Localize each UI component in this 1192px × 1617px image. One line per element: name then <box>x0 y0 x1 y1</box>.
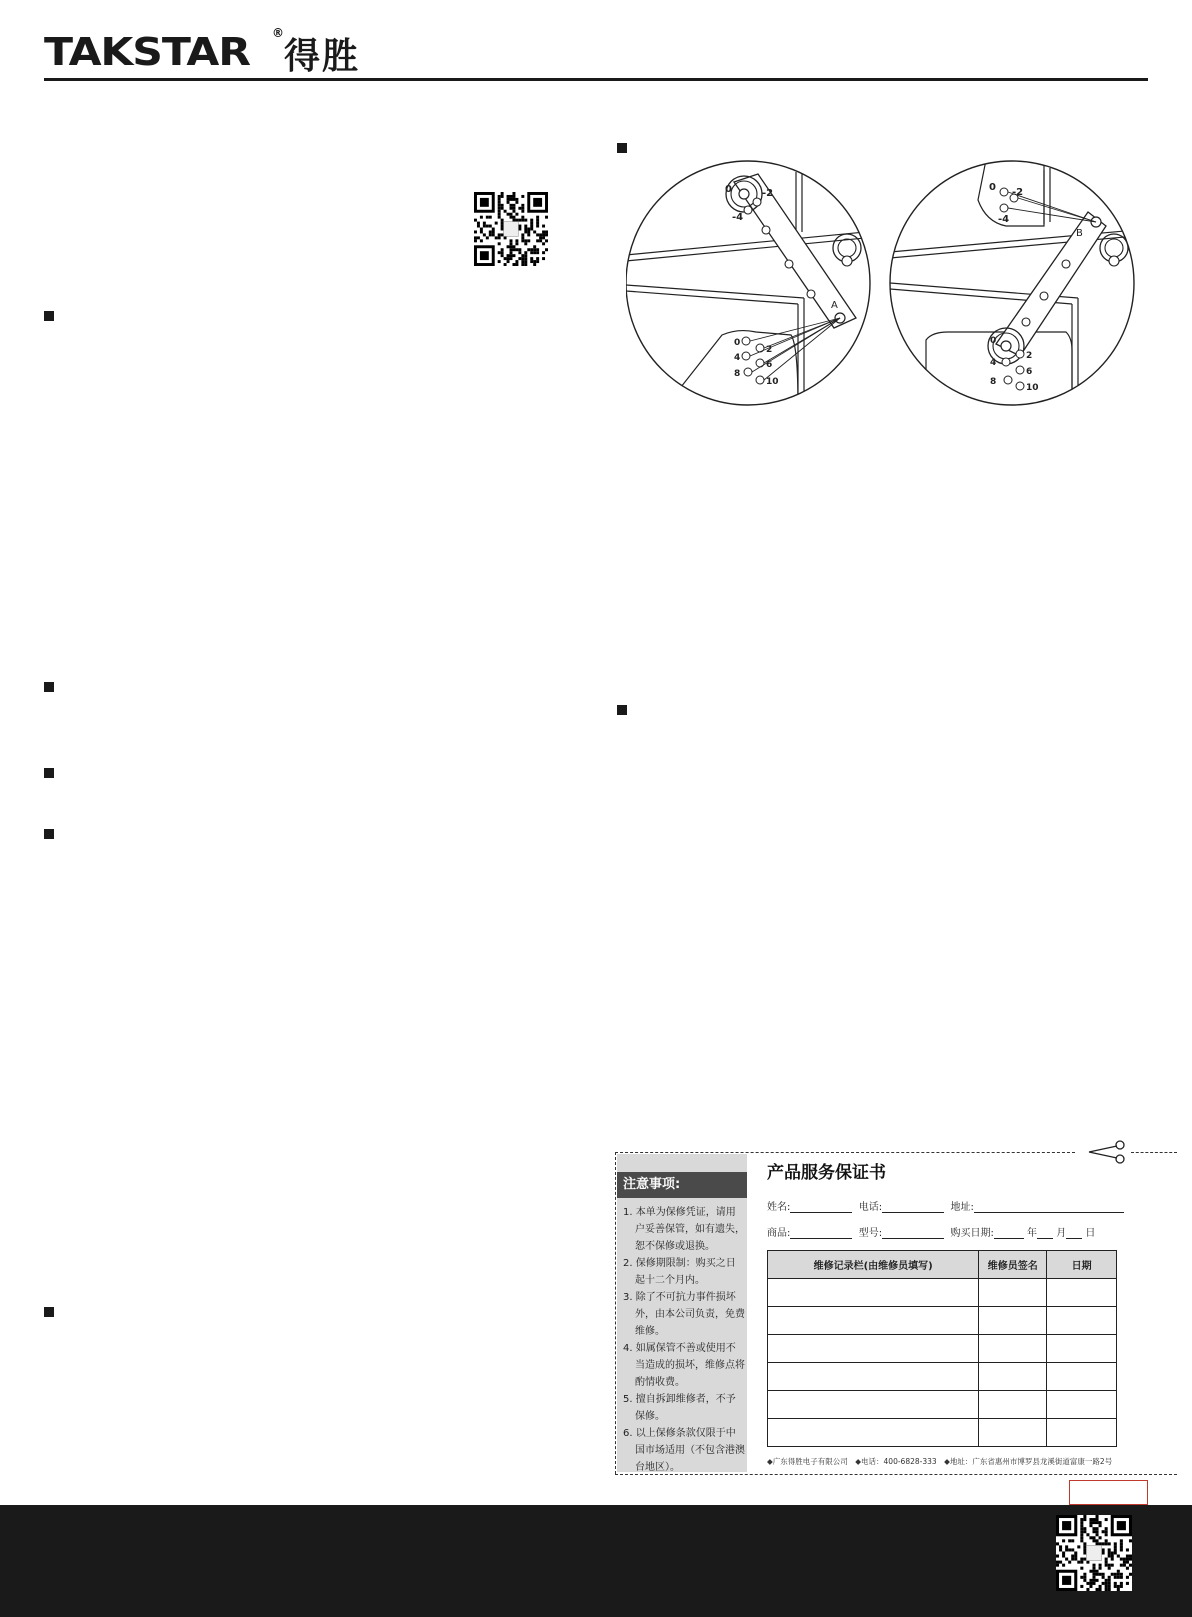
hole-label: 0 <box>990 336 997 346</box>
hole-label: 6 <box>1026 367 1033 377</box>
model-label: 型号: <box>858 1228 883 1239</box>
hole-label: 2 <box>1026 351 1033 361</box>
note-item: 6. 以上保修条款仅限于中国市场适用（不包含港澳台地区）。 <box>623 1428 745 1473</box>
bracket-angle-diagram <box>626 160 1136 406</box>
note-item: 3. 除了不可抗力事件损坏外，由本公司负责，免费维修。 <box>623 1292 745 1337</box>
hole-label: 10 <box>766 377 779 387</box>
table-row <box>768 1363 1117 1391</box>
repair-record-table <box>767 1250 1117 1447</box>
month-label: 月 <box>1056 1228 1067 1239</box>
hole-label: -2 <box>762 188 774 199</box>
note-item: 2. 保修期限制：购买之日起十二个月内。 <box>623 1258 736 1286</box>
page-header <box>44 26 1148 82</box>
hole-label: 0 <box>989 182 996 193</box>
hole-label: 4 <box>990 358 997 368</box>
phone-field[interactable] <box>882 1202 944 1213</box>
purchase-date-label: 购买日期: <box>950 1228 994 1239</box>
year-label: 年 <box>1027 1228 1038 1239</box>
hole-label: 2 <box>766 345 773 355</box>
cut-line <box>615 1152 1075 1153</box>
hole-label: -2 <box>1012 187 1024 198</box>
notes-list <box>623 1204 745 1476</box>
hole-label: -4 <box>998 214 1010 225</box>
brand-logo-cn: 得胜 <box>284 36 361 77</box>
hole-label: 0 <box>734 338 741 348</box>
month-field[interactable] <box>1037 1228 1053 1239</box>
phone-label: 电话: <box>858 1202 883 1213</box>
section-bullet-icon <box>44 829 54 839</box>
warranty-notes-panel <box>617 1154 747 1472</box>
header-divider <box>44 78 1148 81</box>
note-item: 1. 本单为保修凭证，请用户妥善保管，如有遗失，恕不保修或退换。 <box>623 1207 745 1252</box>
day-field[interactable] <box>1066 1228 1082 1239</box>
hole-label: 0 <box>725 184 732 195</box>
qr-code-icon <box>474 192 548 266</box>
table-header: 维修记录栏(由维修员填写) <box>768 1251 979 1279</box>
cut-line <box>615 1152 616 1474</box>
warranty-card <box>615 1152 1177 1478</box>
product-field[interactable] <box>790 1228 852 1239</box>
name-label: 姓名: <box>767 1202 791 1213</box>
day-label: 日 <box>1085 1228 1096 1239</box>
table-header: 日期 <box>1047 1251 1117 1279</box>
table-row <box>768 1279 1117 1307</box>
hole-label: 4 <box>734 353 741 363</box>
pivot-label: A <box>831 300 838 311</box>
hole-label: 10 <box>1026 383 1039 393</box>
scissors-icon <box>1087 1140 1127 1164</box>
section-bullet-icon <box>44 1307 54 1317</box>
qr-code-icon <box>1056 1515 1132 1591</box>
table-header: 维修员签名 <box>979 1251 1047 1279</box>
table-row <box>768 1307 1117 1335</box>
model-field[interactable] <box>882 1228 944 1239</box>
pivot-label: B <box>1076 228 1083 239</box>
cut-line <box>1131 1152 1177 1153</box>
hole-label: 6 <box>766 360 773 370</box>
brand-logo: TAKSTAR <box>44 30 250 74</box>
hole-label: 8 <box>990 377 997 387</box>
notes-title: 注意事项: <box>617 1172 747 1198</box>
section-bullet-icon <box>44 768 54 778</box>
address-label: 地址: <box>950 1202 974 1213</box>
table-row <box>768 1335 1117 1363</box>
note-item: 4. 如属保管不善或使用不当造成的损坏，维修点将酌情收费。 <box>623 1343 745 1388</box>
note-item: 5. 擅自拆卸维修者，不予保修。 <box>623 1394 736 1422</box>
section-bullet-icon <box>617 143 627 153</box>
name-field[interactable] <box>790 1202 852 1213</box>
registered-mark: ® <box>272 26 284 40</box>
red-outline-box <box>1069 1480 1148 1505</box>
product-label: 商品: <box>767 1228 791 1239</box>
company-footer: ◆广东得胜电子有限公司 ◆电话：400-6828-333 ◆地址：广东省惠州市博罗县龙溪街道富康一路2号 <box>767 1457 1113 1466</box>
year-field[interactable] <box>994 1228 1024 1239</box>
section-bullet-icon <box>44 311 54 321</box>
diagram-left <box>626 170 886 406</box>
bottom-band <box>0 1505 1192 1617</box>
table-row <box>768 1419 1117 1447</box>
hole-label: 8 <box>734 369 741 379</box>
section-bullet-icon <box>44 682 54 692</box>
table-row <box>768 1391 1117 1419</box>
form-row-contact <box>767 1198 1124 1213</box>
hole-label: -4 <box>732 212 744 223</box>
warranty-title: 产品服务保证书 <box>767 1163 886 1183</box>
address-field[interactable] <box>974 1202 1124 1213</box>
section-bullet-icon <box>617 705 627 715</box>
form-row-product <box>767 1224 1095 1239</box>
